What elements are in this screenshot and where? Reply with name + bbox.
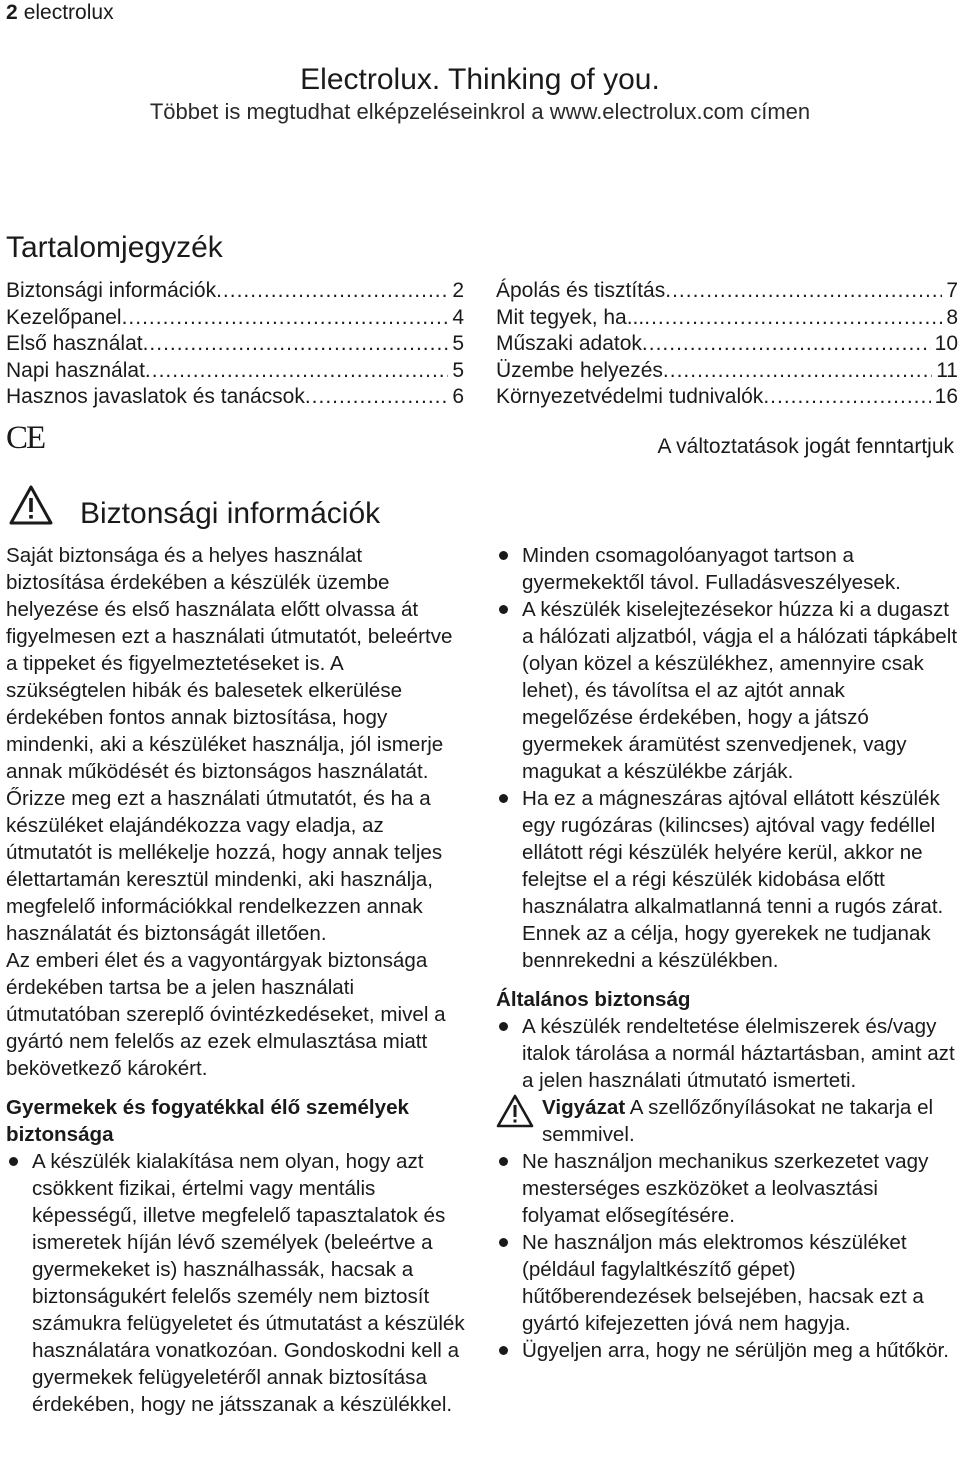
toc-entry-page: 5	[452, 358, 464, 382]
list-item: A készülék kiselejtezésekor húzza ki a dugaszt a hálózati aljzatból, vágja el a hálózati tápkábelt (olyan közel a készülékhez, amennyire csak lehet), és távolítsa el az ajtót annak megelőzése érdekében, hogy a játszó gyermekek áramütést szenvedjenek, vagy magukat a készülékbe zárják.	[496, 596, 958, 785]
warning-triangle-icon	[496, 1094, 534, 1128]
toc-entry-page: 4	[452, 305, 464, 329]
toc-entry-page: 8	[946, 305, 958, 329]
toc-entry-page: 10	[934, 332, 958, 355]
children-list-continued	[496, 542, 958, 974]
toc-entry-label: Mit tegyek, ha...	[496, 305, 645, 329]
toc-entry-page: 2	[452, 279, 464, 302]
toc-entry-label: Kezelőpanel	[6, 305, 122, 329]
toc-entry-label: Műszaki adatok	[496, 332, 642, 355]
toc-entry-label: Üzembe helyezés	[496, 358, 663, 382]
toc-entry-page: 11	[936, 358, 958, 382]
toc-entry-label: Ápolás és tisztítás	[496, 279, 666, 302]
list-item: Ne használjon más elektromos készüléket (például fagylaltkészítő gépet) hűtőberendezések belsejében, hacsak ezt a gyártó kifejezetten jóvá nem hagyja.	[496, 1229, 958, 1337]
warning-text: A szellőzőnyílásokat ne takarja el semmivel.	[542, 1096, 934, 1146]
list-item: A készülék kialakítása nem olyan, hogy azt csökkent fizikai, értelmi vagy mentális képességű, illetve megfelelő tapasztalatok és ismeretek híján lévő személyek (beleértve a gyermekeket is) használhassák, hacsak a biztonságukért felelős személy nem biztosít számukra felügyeletet és útmutatást a készülék használatára vonatkozóan. Gondoskodni kell a gyermekek felügyeletéről annak biztosítása érdekében, hogy ne játsszanak a készülékkel.	[6, 1148, 466, 1418]
list-item: Ügyeljen arra, hogy ne sérüljön meg a hűtőkör.	[496, 1337, 958, 1364]
toc-left-column	[6, 278, 464, 411]
toc-entry[interactable]	[6, 278, 464, 305]
toc-title: Tartalomjegyzék	[6, 231, 223, 264]
safety-intro-2: Az emberi élet és a vagyontárgyak biztonsága érdekében tartsa be a jelen használati útmutatóban szereplő óvintézkedéseket, mivel a gyártó nem felelős az ezek elmulasztása miatt bekövetkező károkért.	[6, 949, 446, 1080]
toc-entry[interactable]	[496, 305, 958, 332]
toc-entry-label: Első használat	[6, 332, 143, 355]
toc-entry[interactable]	[6, 384, 464, 411]
rights-note: A változtatások jogát fenntartjuk	[657, 435, 954, 458]
children-list	[6, 1148, 466, 1418]
warning-note	[496, 1094, 958, 1148]
list-item: Minden csomagolóanyagot tartson a gyermekektől távol. Fulladásveszélyesek.	[496, 542, 958, 596]
page-header	[6, 0, 114, 26]
toc-entry[interactable]	[496, 278, 958, 305]
ce-mark-icon: CE	[6, 420, 45, 456]
toc-entry[interactable]	[496, 384, 958, 411]
toc-entry[interactable]	[496, 331, 958, 358]
safety-intro: Saját biztonsága és a helyes használat biztosítása érdekében a készülék üzembe helyezése és első használata előtt olvassa át figyelmesen ezt a használati útmutatót, beleértve a tippeket és figyelmeztetéseket is. A szükségtelen hibák és balesetek elkerülése érdekében fontos annak biztosítása, hogy mindenki, aki a készüléket használja, jól ismerje annak működését és biztonságos használatát. Őrizze meg ezt a használati útmutatót, és ha a készüléket elajándékozza vagy eladja, az útmutatót is mellékelje hozzá, hogy annak teljes élettartamán keresztül mindenki, aki használja, megfelelő információkkal rendelkezzen annak használatát és biztonságát illetően.	[6, 544, 453, 945]
toc-entry-page: 7	[946, 279, 958, 302]
warning-triangle-icon	[8, 484, 54, 526]
page-number: 2	[6, 1, 18, 24]
general-list	[496, 1013, 958, 1094]
list-item: Ne használjon mechanikus szerkezetet vagy mesterséges eszközöket a leolvasztási folyamat elősegítésére.	[496, 1148, 958, 1229]
children-heading: Gyermekek és fogyatékkal élő személyek biztonsága	[6, 1096, 409, 1146]
left-column	[6, 542, 466, 1418]
toc-entry-page: 5	[452, 332, 464, 355]
header-brand: electrolux	[23, 1, 114, 24]
toc-entry-page: 6	[452, 385, 464, 408]
right-column	[496, 542, 958, 1364]
toc-entry[interactable]	[6, 358, 464, 385]
toc-entry-label: Hasznos javaslatok és tanácsok	[6, 385, 305, 408]
toc-right-column	[496, 278, 958, 411]
toc-entry-label: Napi használat	[6, 358, 145, 382]
general-heading: Általános biztonság	[496, 988, 691, 1011]
toc-entry-page: 16	[934, 385, 958, 408]
list-item: Ha ez a mágneszáras ajtóval ellátott készülék egy rugózáras (kilincses) ajtóval vagy fedéllel ellátott régi készülék helyére kerül, akkor ne felejtse el a régi készülék kidobása előtt használatra alkalmatlanná tenni a rugós zárat. Ennek az a célja, hogy gyerekek ne tudjanak bennrekedni a készülékben.	[496, 785, 958, 974]
list-item: A készülék rendeltetése élelmiszerek és/vagy italok tárolása a normál háztartásban, amint azt a jelen használati útmutató ismerteti.	[496, 1013, 958, 1094]
toc-entry[interactable]	[6, 331, 464, 358]
brand-subtitle: Többet is megtudhat elképzeléseinkrol a www.electrolux.com címen	[149, 99, 811, 124]
toc-entry[interactable]	[496, 358, 958, 385]
toc-entry[interactable]	[6, 305, 464, 332]
brand-title: Electrolux. Thinking of you.	[300, 63, 660, 96]
warning-label: Vigyázat	[542, 1096, 626, 1119]
general-list-continued	[496, 1148, 958, 1364]
section-title: Biztonsági információk	[80, 497, 381, 530]
toc-entry-label: Biztonsági információk	[6, 279, 217, 302]
toc-entry-label: Környezetvédelmi tudnivalók	[496, 385, 764, 408]
